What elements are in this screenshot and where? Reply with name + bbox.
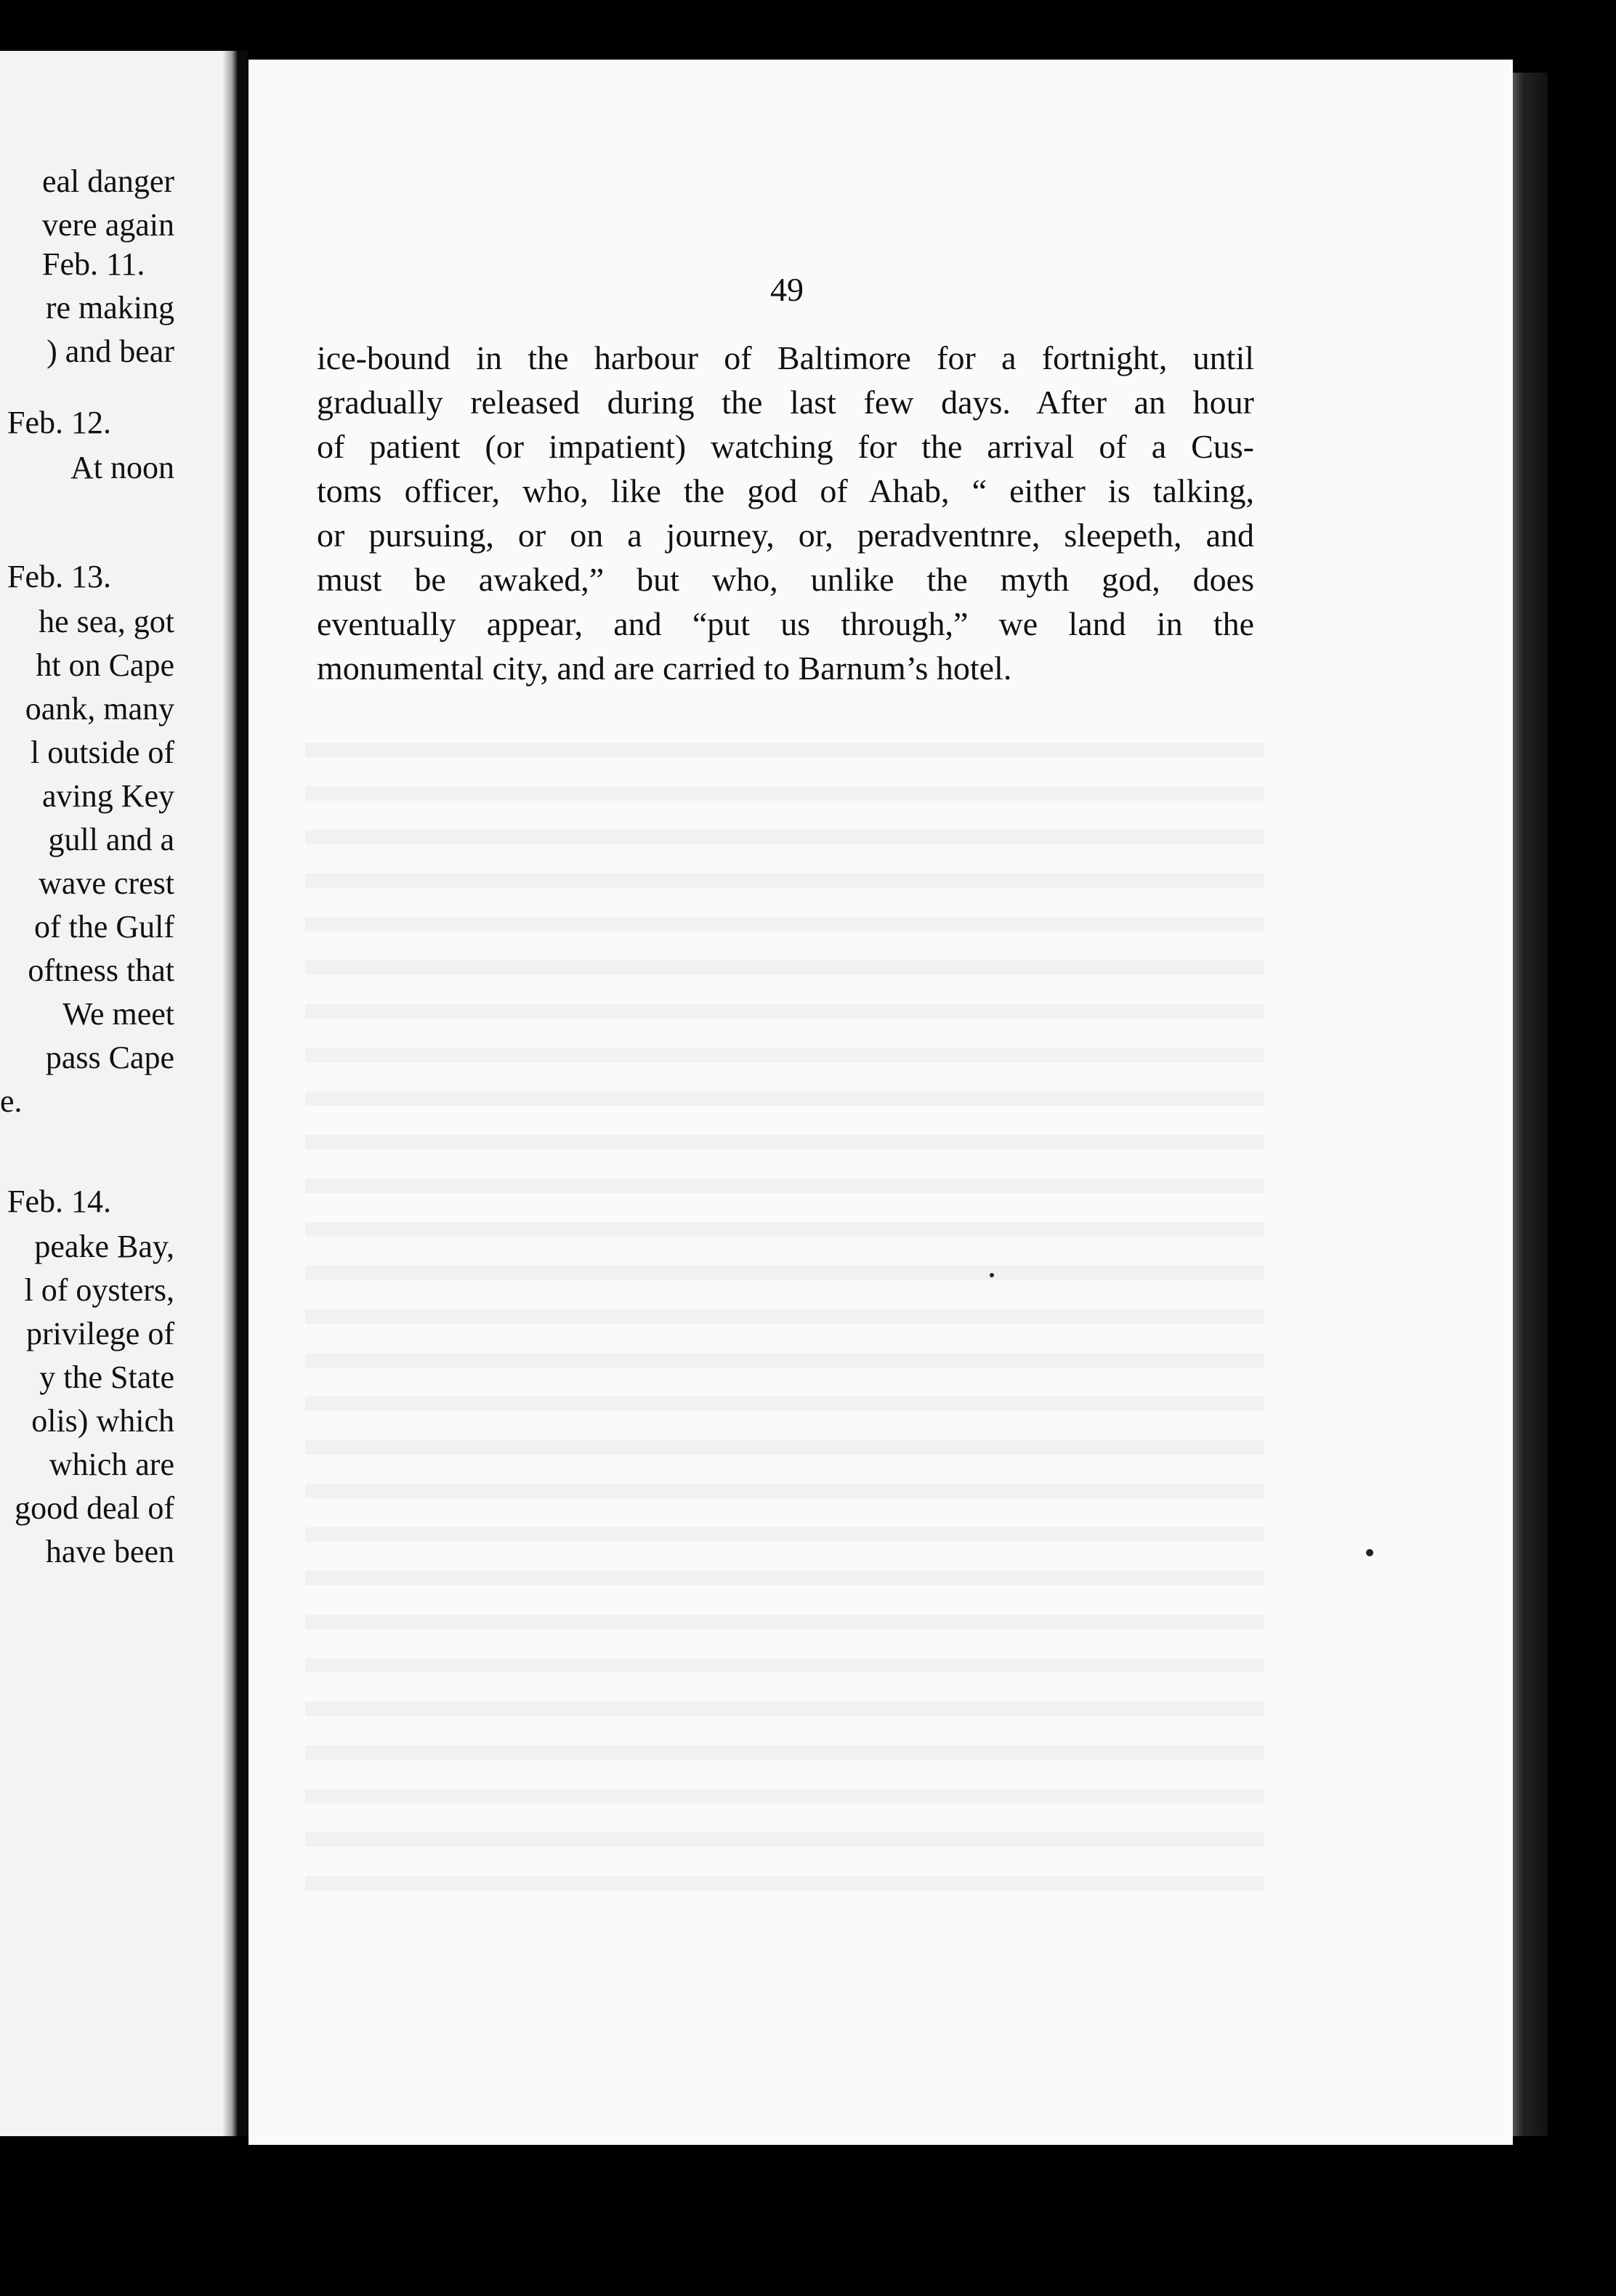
body-text-line: ice-bound in the harbour of Baltimore for a fortnight, until [317,339,1254,376]
left-text-line: oank, many [25,691,174,727]
left-text-line: We meet [62,996,174,1032]
left-date-heading: Feb. 11. [42,246,145,282]
left-text-line: ht on Cape [36,647,174,683]
left-date-heading: Feb. 14. [7,1184,111,1219]
left-text-line: which are [49,1447,174,1482]
paper-speck [1366,1549,1373,1556]
page-edge-shadow [1513,73,1548,2136]
left-text-line: wave crest [39,865,174,901]
body-text-line: of patient (or impatient) watching for the arrival of a Cus- [317,428,1254,465]
left-text-line: vere again [42,207,174,243]
previous-page-fragment [0,51,238,2136]
left-text-line: y the State [39,1359,174,1395]
body-text-line: must be awaked,” but who, unlike the myth god, does [317,561,1254,598]
body-text-line: or pursuing, or on a journey, or, peradventnre, sleepeth, and [317,517,1254,554]
left-text-line: gull and a [48,822,174,857]
left-text-line: At noon [70,450,174,485]
left-text-line: have been [45,1534,174,1569]
left-text-line: l outside of [31,735,174,770]
left-date-heading: Feb. 12. [7,405,111,440]
paper-speck [990,1273,994,1277]
left-text-line: olis) which [31,1403,174,1439]
left-text-line: ) and bear [47,334,174,369]
gutter-shadow [222,51,238,2136]
left-text-line: e. [0,1083,23,1119]
body-text-line: eventually appear, and “put us through,” we land in the [317,605,1254,642]
left-date-heading: Feb. 13. [7,559,111,594]
page-number: 49 [770,271,804,308]
book-spine [238,51,249,2136]
left-text-line: oftness that [28,953,174,988]
left-text-line: l of oysters, [24,1272,174,1308]
reverse-side-show-through [305,714,1264,1905]
current-page [249,60,1513,2145]
left-text-line: peake Bay, [34,1229,174,1264]
left-text-line: good deal of [15,1490,174,1526]
body-text-line: gradually released during the last few days. After an hour [317,384,1254,421]
body-paragraph [317,336,1254,690]
left-text-line: of the Gulf [33,909,174,945]
body-text-line: toms officer, who, like the god of Ahab, “ either is talking, [317,472,1254,509]
left-text-line: pass Cape [45,1040,174,1075]
left-text-line: privilege of [25,1316,174,1351]
left-text-line: he sea, got [39,604,174,639]
body-text-line: monumental city, and are carried to Barnum’s hotel. [317,650,1012,687]
left-text-line: eal danger [42,163,174,199]
left-text-line: re making [45,290,174,326]
left-text-line: aving Key [41,778,174,814]
